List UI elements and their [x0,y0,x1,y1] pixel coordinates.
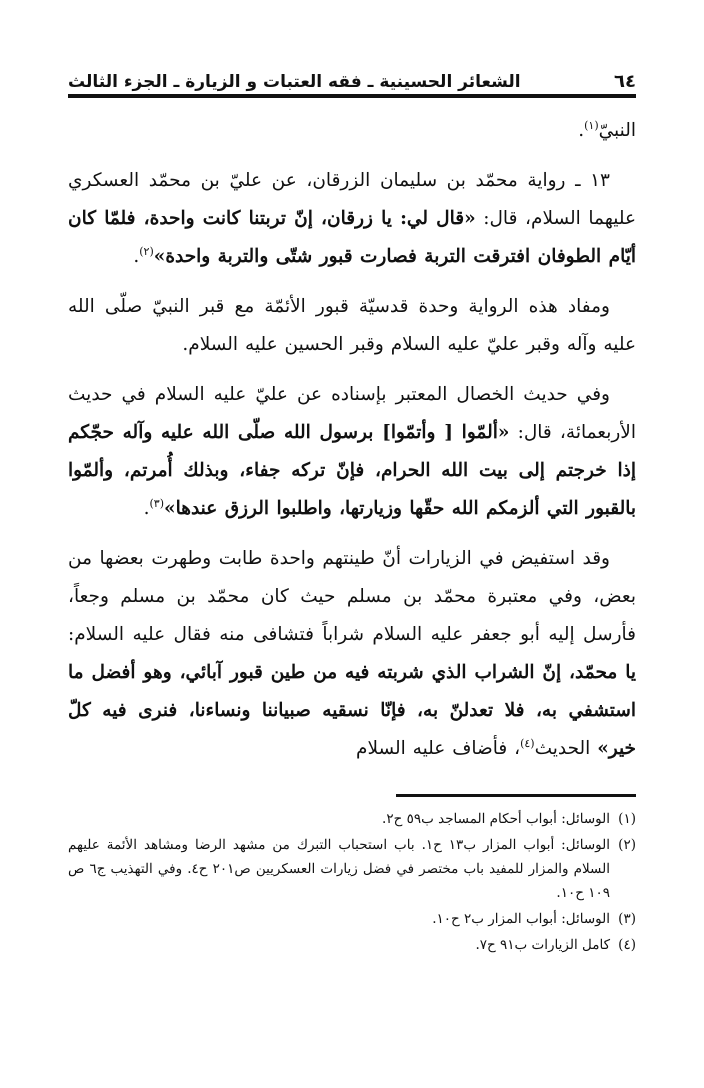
main-text [68,112,636,768]
footnote-number: (٢) [618,837,636,853]
footnote [68,807,636,831]
footnote-number: (٣) [618,911,636,927]
footnote-number: (١) [618,811,636,827]
footnote [68,907,636,931]
paragraph-1: ١٣ ـ رواية محمّد بن سليمان الزرقان، عن عليّ بن محمّد العسكري عليهما السلام، قال: «قال لي: يا زرقان، إنّ تربتنا كانت واحدة، فلمّا كان أيّام الطوفان افترقت التربة فصارت قبور شتّى والتربة واحدة»$^{(٢)}$. [68,170,636,267]
page [68,58,636,1058]
p3-intro: وفي حديث الخصال المعتبر بإسناده عن عليّ عليه السلام في حديث الأربعمائة، قال: [68,384,636,443]
footnote-text: الوسائل: أبواب المزار ب١٣ ح١. باب استحباب التبرك من مشهد الرضا ومشاهد الأئمة عليهم السلام والمزار للمفيد باب مختصر في فضل زيارات العسكريين ص٢٠١ ح٤. وفي التهذيب ج٦ ص ١٠٩ ح١٠. [68,837,610,901]
p1-quote: «قال لي: يا زرقان، إنّ تربتنا كانت واحدة، فلمّا كان أيّام الطوفان افترقت التربة فصارت قبور شتّى والتربة واحدة» [68,208,636,267]
p3-quote: «ألمّوا [ وأتمّوا] برسول الله صلّى الله عليه وآله حجّكم إذا خرجتم إلى بيت الله الحرام، فإنّ تركه جفاء، وبذلك أُمرتم، وألمّوا بالقبور التي ألزمكم الله حقّها وزيارتها، واطلبوا الرزق عندها» [68,422,636,519]
footnote-text: كامل الزيارات ب٩١ ح٧. [475,937,610,953]
p4-quote: يا محمّد، إنّ الشراب الذي شربته فيه من طين قبور آبائي، وهو أفضل ما استشفي به، فلا تعدلنّ به، فإنّا نسقيه صبياننا ونساءنا، فنرى فيه كلّ خير» [68,662,636,759]
paragraph-0: النبيّ$^{(١)}$. [578,118,636,141]
footnote-number: (٤) [618,937,636,953]
footnote-ref-1: (١) [584,118,599,132]
p4-tail: ، فأضاف عليه السلام [356,738,521,759]
footnote [68,833,636,905]
p4-intro: وقد استفيض في الزيارات أنّ طينتهم واحدة طابت وطهرت بعضها من بعض، وفي معتبرة محمّد بن مسلم حيث كان محمّد بن مسلم وجعاً، فأرسل إليه أبو جعفر عليه السلام شراباً فتشافى منه فقال عليه السلام: [68,548,636,645]
paragraph-3: وفي حديث الخصال المعتبر بإسناده عن عليّ عليه السلام في حديث الأربعمائة، قال: «ألمّوا [ وأتمّوا] برسول الله صلّى الله عليه وآله حجّكم إذا خرجتم إلى بيت الله الحرام، فإنّ تركه جفاء، وبذلك أُمرتم، وألمّوا بالقبور التي ألزمكم الله حقّها وزيارتها، واطلبوا الرزق عندها»$^{(٣)}$. [68,384,636,519]
page-header [68,58,636,98]
footnotes [68,807,636,957]
footnote-ref-2: (٢) [139,244,154,258]
p1-intro: ١٣ ـ رواية محمّد بن سليمان الزرقان، عن عليّ بن محمّد العسكري عليهما السلام، قال: [68,170,636,229]
p0-text: النبيّ [598,120,636,141]
footnote-text: الوسائل: أبواب أحكام المساجد ب٥٩ ح٢. [382,811,610,827]
paragraph-4 [68,540,636,768]
running-title: الشعائر الحسينية ـ فقه العتبات و الزيارة ـ الجزء الثالث [68,72,521,92]
footnote-ref-4: (٤) [520,736,535,750]
footnote-ref-3: (٣) [149,496,164,510]
page-number: ٦٤ [614,71,636,92]
paragraph-2: ومفاد هذه الرواية وحدة قدسيّة قبور الأئمّة مع قبر النبيّ صلّى الله عليه وآله وقبر عليّ عليه السلام وقبر الحسين عليه السلام. [68,296,636,355]
p4-hadith: الحديث [534,738,598,759]
footnote-text: الوسائل: أبواب المزار ب٢ ح١٠. [432,911,610,927]
footnote [68,933,636,957]
footnote-separator [396,794,636,797]
